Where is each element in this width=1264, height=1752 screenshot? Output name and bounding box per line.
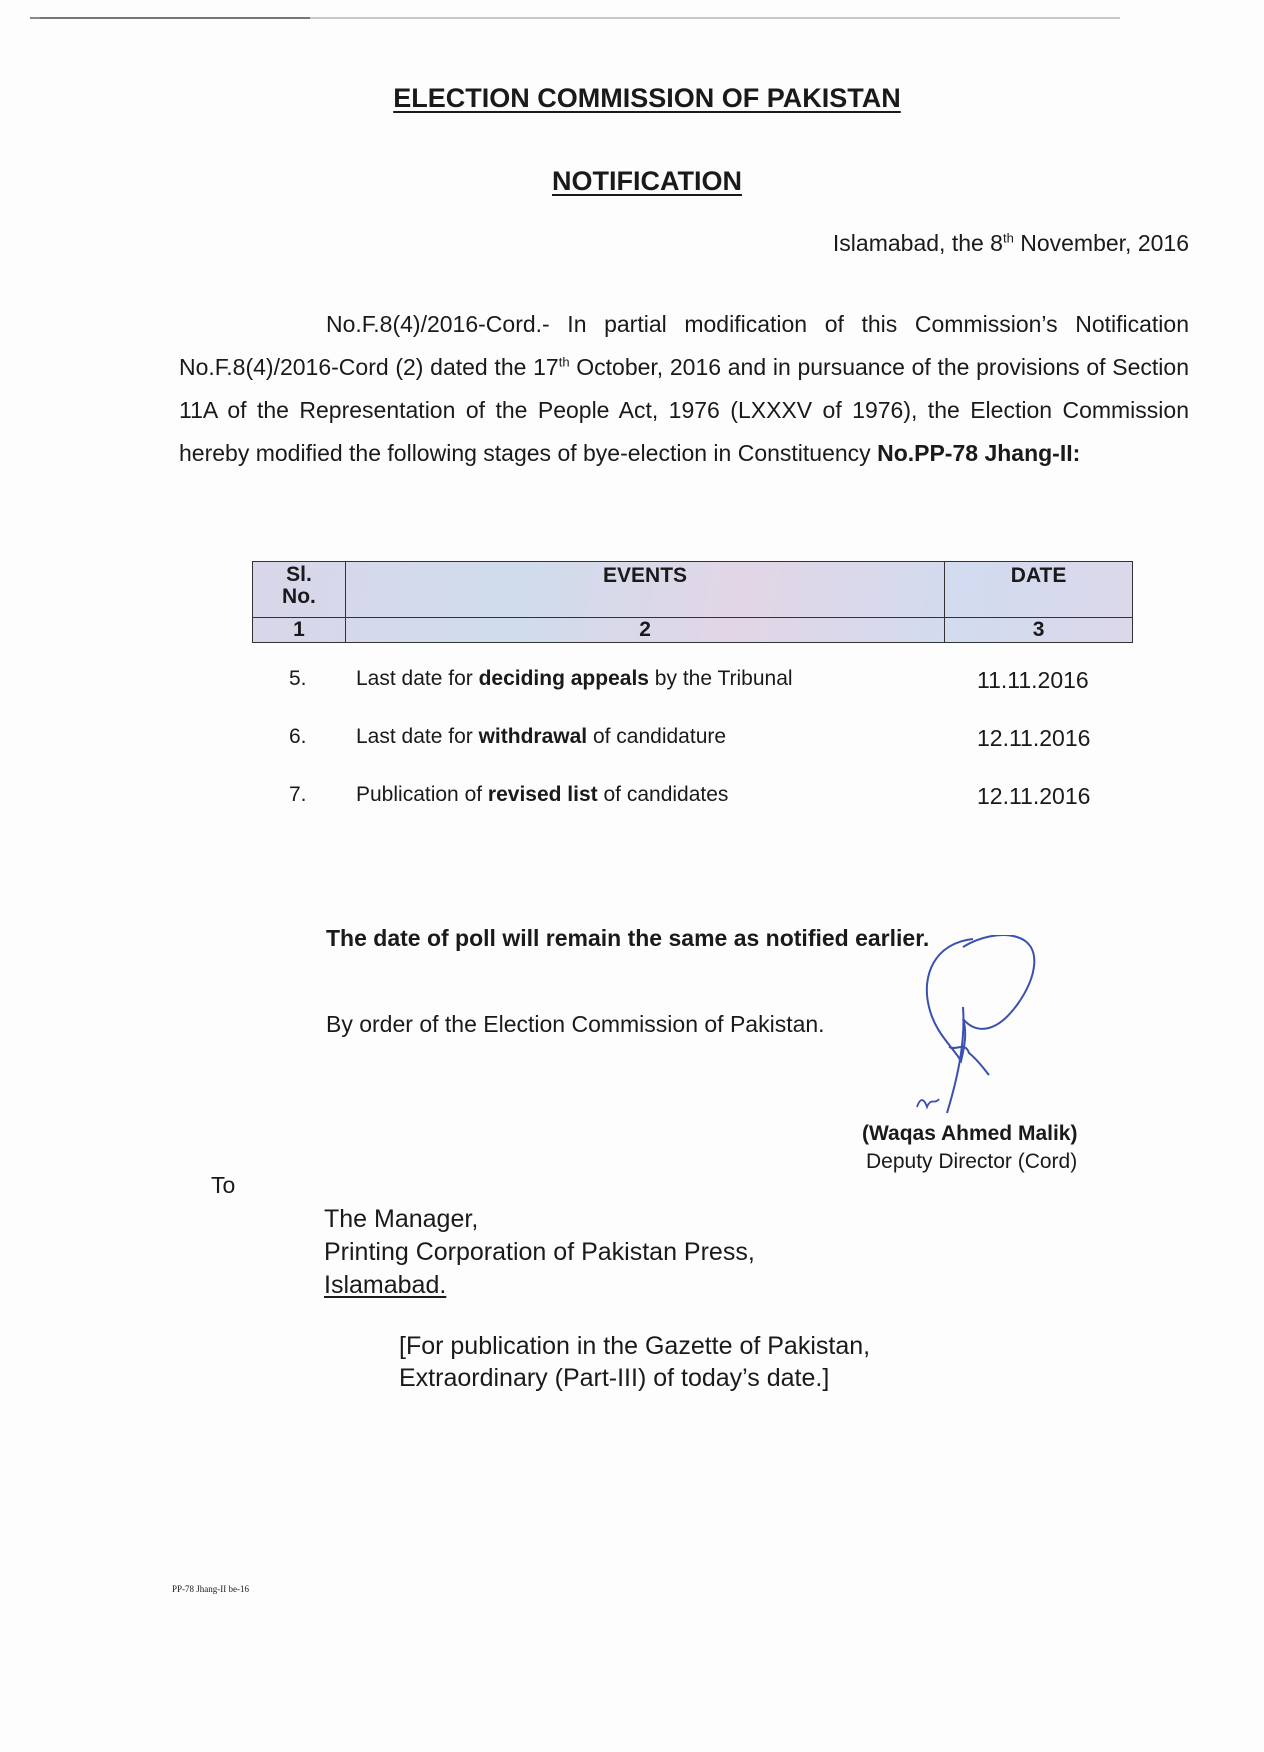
recipient-line-3: Islamabad. <box>324 1271 447 1299</box>
recipient-line-1: The Manager, <box>324 1205 479 1233</box>
col-events-number: 2 <box>345 618 944 643</box>
event-description: Last date for withdrawal of candidature <box>356 725 727 748</box>
notification-body <box>179 303 1189 475</box>
body-part-1: No.F.8(4)/2016-Cord.- In partial modification of this Commission’s Notification No.F.8(4)/2016-Cord (2) dated the 17 <box>179 311 1189 380</box>
gazette-line-1: [For publication in the Gazette of Pakistan, <box>399 1332 871 1360</box>
gazette-line-2: Extraordinary (Part-III) of today’s date.] <box>399 1364 830 1392</box>
recipient-line-2: Printing Corporation of Pakistan Press, <box>324 1238 755 1266</box>
event-date: 12.11.2016 <box>977 783 1091 809</box>
dateline <box>833 230 1189 257</box>
gazette-note <box>399 1330 870 1394</box>
dateline-suffix: November, 2016 <box>1013 230 1189 256</box>
body-sup: th <box>558 354 570 370</box>
event-description: Publication of revised list of candidates <box>356 783 729 806</box>
signatory-title: Deputy Director (Cord) <box>866 1150 1078 1173</box>
event-row <box>0 725 1264 755</box>
event-number: 5. <box>289 667 307 690</box>
col-events-header: EVENTS <box>345 562 944 618</box>
organization-heading: ELECTION COMMISSION OF PAKISTAN <box>393 83 901 113</box>
col-date-header: DATE <box>945 562 1133 618</box>
scan-rule-dark <box>30 17 310 19</box>
event-number: 7. <box>289 783 307 806</box>
footer-reference: PP-78 Jhang-II be-16 <box>172 1584 249 1594</box>
poll-date-note: The date of poll will remain the same as notified earlier. <box>326 925 930 951</box>
col-serial-number: 1 <box>253 618 346 643</box>
event-date: 11.11.2016 <box>977 667 1089 693</box>
notification-title: NOTIFICATION <box>552 166 742 196</box>
body-part-2: October, 2016 and in pursuance of the provisions of Section 11A of the Representation of the People Act, 1976 (LXXXV of 1976), the Election Commission hereby modified the following stages of bye-election in Constituency <box>179 354 1189 466</box>
recipient-address <box>324 1203 755 1302</box>
dateline-prefix: Islamabad, the 8 <box>832 230 1003 256</box>
dateline-sup: th <box>1002 230 1014 246</box>
schedule-table-header <box>252 561 1133 643</box>
event-description: Last date for deciding appeals by the Tribunal <box>356 667 793 690</box>
col-serial-header: Sl. No. <box>253 562 346 618</box>
event-row <box>0 667 1264 697</box>
event-number: 6. <box>289 725 307 748</box>
signature-image <box>905 935 1055 1125</box>
col-date-number: 3 <box>945 618 1133 643</box>
event-row <box>0 783 1264 813</box>
signatory-name: (Waqas Ahmed Malik) <box>862 1122 1078 1145</box>
to-label: To <box>211 1172 236 1198</box>
constituency-label: No.PP-78 Jhang-II: <box>877 440 1081 466</box>
event-date: 12.11.2016 <box>977 725 1091 751</box>
by-order-line: By order of the Election Commission of Pakistan. <box>326 1011 825 1037</box>
